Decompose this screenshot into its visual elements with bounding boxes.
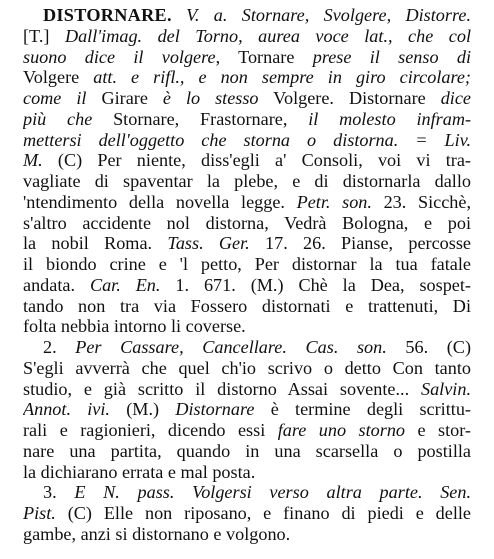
text-run: [T.] (23, 25, 65, 46)
text-run: s'altro accidente nol distorna, Vedrà Bologna, e poi (23, 212, 471, 233)
text-run: il molesto infram- (308, 108, 471, 129)
text-run: il biondo crine e 'l petto, Per distornar la tua fatale (23, 254, 471, 274)
text-run: prese il senso di (312, 46, 471, 67)
text-run: 56. (C) (386, 337, 471, 357)
text-run: Pist. (23, 503, 56, 523)
text-run: M. (23, 150, 43, 171)
text-run: (M.) (109, 399, 176, 420)
text-run: Distornare (175, 399, 255, 420)
text-run: tando non tra via Fossero distornati e trattenuti, Di (23, 295, 471, 316)
text-run: Annot. ivi. (23, 399, 110, 420)
text-run: (C) Per niente, diss'egli a' Consoli, voi vi tra- (42, 150, 471, 171)
text-run: E N. pass. Volgersi verso altra parte. Sen. (74, 482, 471, 503)
text-run: Per Cassare, Cancellare. Cas. son. (75, 337, 387, 357)
text-run: suono dice il volgere (23, 46, 216, 67)
text-run: fare uno storno (277, 420, 406, 440)
text-run: è lo stesso (162, 88, 259, 108)
text-run: Volgere. Distornare (258, 88, 441, 108)
text-run: 3. (43, 482, 75, 503)
text-run: Stornare, Frastornare, (92, 108, 309, 129)
text-run: come il (23, 88, 87, 108)
text-run: V. a. Stornare, Svolgere, Distorre. (186, 5, 471, 25)
text-run: gambe, anzi si distornano e volgono. (23, 523, 291, 544)
text-run: S'egli avverrà che quel ch'io scrivo o detto Con tanto (23, 357, 471, 378)
text-run: 17. 26. Pianse, percosse (249, 233, 471, 254)
text-line (23, 521, 471, 547)
text-run: Girare (86, 88, 163, 108)
text-run: 'ntendimento della novella legge. (23, 191, 297, 212)
text-run: studio, e già scritto il distorno Assai sovente... (23, 378, 421, 399)
text-run: , Tornare (215, 46, 313, 67)
text-run: 23. Sicchè, (371, 191, 471, 212)
text-run: Volgere (23, 67, 94, 88)
text-run: Salvin. (420, 378, 471, 399)
text-run: più che (23, 108, 93, 129)
text-run: att. e rifl., e non sempre in giro circolare; (93, 67, 471, 88)
text-run: la nobil Roma. (23, 233, 168, 254)
text-run: è termine degli scrittu- (254, 399, 471, 420)
text-run: folta nebbia intorno li coverse. (23, 316, 246, 337)
text-run: 1. 671. (M.) Chè la Dea, sospet- (160, 274, 471, 295)
text-run: nare una partita, quando in una scarsella o postilla (23, 440, 471, 461)
text-run: la dichiarano errata e mal posta. (23, 461, 256, 482)
text-run: dice (440, 88, 471, 108)
text-run: vagliate di spaventar la plebe, e di distornarla dallo (23, 171, 471, 191)
text-run: Car. En. (89, 274, 161, 295)
text-run: Dall'imag. del Torno, aurea voce lat., che col (64, 25, 471, 46)
text-run: rali e ragionieri, dicendo essi (23, 420, 278, 440)
text-run: 2. (43, 337, 76, 357)
text-run: e stor- (405, 420, 471, 440)
text-run: mettersi dell'oggetto che storna o distorna. = Liv. (23, 129, 471, 150)
text-run: andata. (23, 274, 90, 295)
text-run: (C) Elle non riposano, e finano di piedi e delle (55, 503, 471, 523)
text-run: DISTORNARE. (43, 5, 172, 25)
text-run: Tass. Ger. (167, 233, 250, 254)
text-run: Petr. son. (296, 191, 372, 212)
